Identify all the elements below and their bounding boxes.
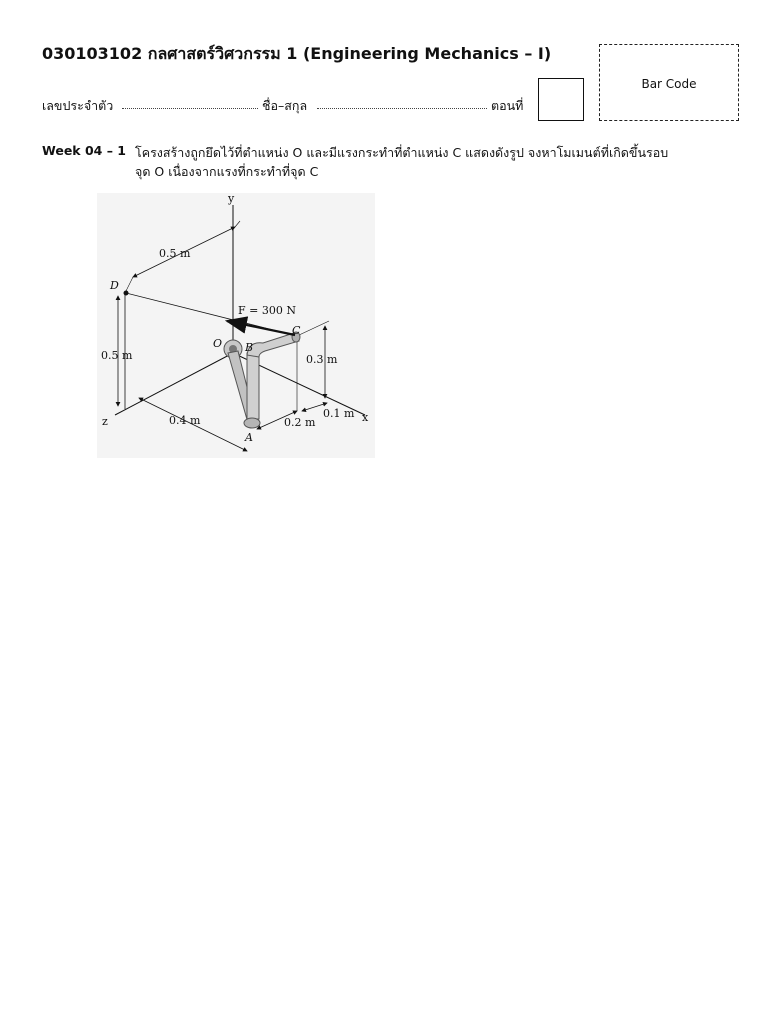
force-label: F = 300 N bbox=[238, 304, 296, 317]
mechanics-figure bbox=[97, 193, 375, 458]
z-axis-line bbox=[115, 353, 233, 415]
dim-bottom-right-label: 0.1 m bbox=[323, 407, 355, 420]
dim-right-label: 0.3 m bbox=[306, 353, 338, 366]
point-o-label: O bbox=[213, 337, 223, 350]
student-id-field[interactable] bbox=[122, 108, 258, 109]
barcode-box bbox=[599, 44, 739, 121]
dim-left-label: 0.5 m bbox=[101, 349, 133, 362]
force-arrow bbox=[227, 321, 295, 335]
point-c-label: C bbox=[292, 324, 301, 337]
dim-right-ext bbox=[297, 321, 329, 336]
name-label: ชื่อ–สกุล bbox=[262, 98, 308, 113]
student-id-label: เลขประจำตัว bbox=[42, 98, 114, 113]
barcode-label: Bar Code bbox=[641, 77, 697, 91]
name-field[interactable] bbox=[317, 108, 487, 109]
member-ab bbox=[247, 353, 259, 419]
question-text-line-2: จุด O เนื่องจากแรงที่กระทำที่จุด C bbox=[135, 164, 319, 179]
point-b-label: B bbox=[245, 341, 254, 354]
section-label: ตอนที่ bbox=[491, 98, 524, 113]
axis-y-label: y bbox=[228, 193, 235, 205]
joint-a bbox=[244, 418, 260, 428]
section-field[interactable] bbox=[538, 78, 584, 121]
axis-z-label: z bbox=[102, 415, 108, 428]
axis-x-label: x bbox=[362, 411, 369, 424]
dim-bottom-mid-label: 0.2 m bbox=[284, 416, 316, 429]
page-title: 030103102 กลศาสตร์วิศวกรรม 1 (Engineering Mechanics – I) bbox=[42, 44, 552, 63]
dim-top-ext-2 bbox=[235, 221, 240, 227]
question-number: Week 04 – 1 bbox=[42, 143, 127, 158]
point-a-label: A bbox=[245, 431, 253, 444]
dim-top-label: 0.5 m bbox=[159, 247, 191, 260]
dim-top-ext-1 bbox=[126, 277, 133, 291]
dim-bottom-left-label: 0.4 m bbox=[169, 414, 201, 427]
question-text-line-1: โครงสร้างถูกยึดไว้ที่ตำแหน่ง O และมีแรงกระทำที่ตำแหน่ง C แสดงดังรูป จงหาโมเมนต์ที่เกิดขึ้นรอบ bbox=[135, 145, 669, 160]
point-d-label: D bbox=[110, 279, 119, 292]
